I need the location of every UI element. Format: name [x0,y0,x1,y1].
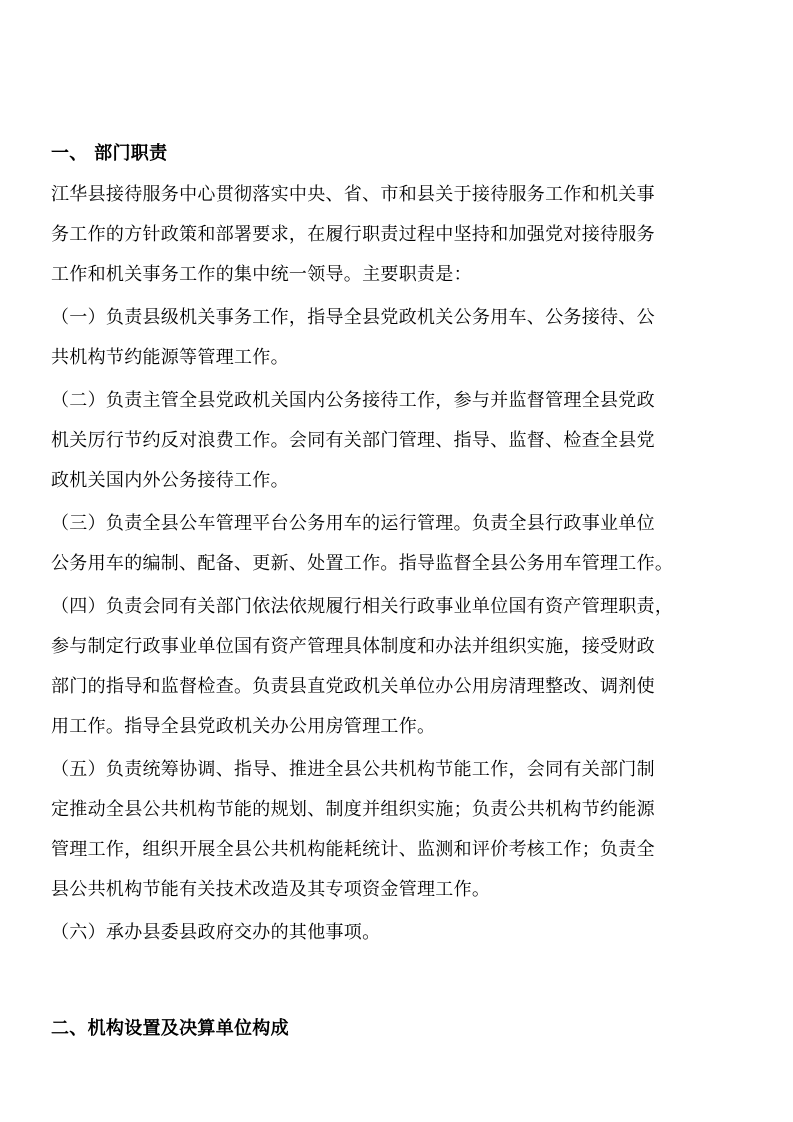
section-heading-duties: 一、 部门职责 [51,143,168,164]
paragraph-line: （四）负责会同有关部门依法依规履行相关行政事业单位国有资产管理职责， [51,596,674,617]
paragraph-line: （三）负责全县公车管理平台公务用车的运行管理。负责全县行政事业单位 [51,513,655,534]
paragraph-line: 机关厉行节约反对浪费工作。会同有关部门管理、指导、监督、检查全县党 [51,430,655,451]
section-heading-organization: 二、机构设置及决算单位构成 [51,1018,289,1039]
paragraph-line: （一）负责县级机关事务工作，指导全县党政机关公务用车、公务接待、公 [51,307,655,328]
paragraph-line: （五）负责统筹协调、指导、推进全县公共机构节能工作，会同有关部门制 [51,759,655,780]
paragraph-line: （二）负责主管全县党政机关国内公务接待工作，参与并监督管理全县党政 [51,390,655,411]
paragraph-line: 政机关国内外公务接待工作。 [51,470,289,491]
paragraph-line: 工作和机关事务工作的集中统一领导。主要职责是： [51,264,472,285]
paragraph-line: 参与制定行政事业单位国有资产管理具体制度和办法并组织实施，接受财政 [51,636,655,657]
paragraph-line: 用工作。指导全县党政机关办公用房管理工作。 [51,716,436,737]
paragraph-line: 共机构节约能源等管理工作。 [51,347,289,368]
paragraph-line: 定推动全县公共机构节能的规划、制度并组织实施；负责公共机构节约能源 [51,799,655,820]
paragraph-line: 部门的指导和监督检查。负责县直党政机关单位办公用房清理整改、调剂使 [51,676,655,697]
paragraph-line: （六）承办县委县政府交办的其他事项。 [51,922,381,943]
paragraph-line: 公务用车的编制、配备、更新、处置工作。指导监督全县公务用车管理工作。 [51,553,674,574]
paragraph-line: 管理工作，组织开展全县公共机构能耗统计、监测和评价考核工作；负责全 [51,839,655,860]
paragraph-line: 江华县接待服务中心贯彻落实中央、省、市和县关于接待服务工作和机关事 [51,184,655,205]
paragraph-line: 县公共机构节能有关技术改造及其专项资金管理工作。 [51,879,491,900]
paragraph-line: 务工作的方针政策和部署要求，在履行职责过程中坚持和加强党对接待服务 [51,224,655,245]
